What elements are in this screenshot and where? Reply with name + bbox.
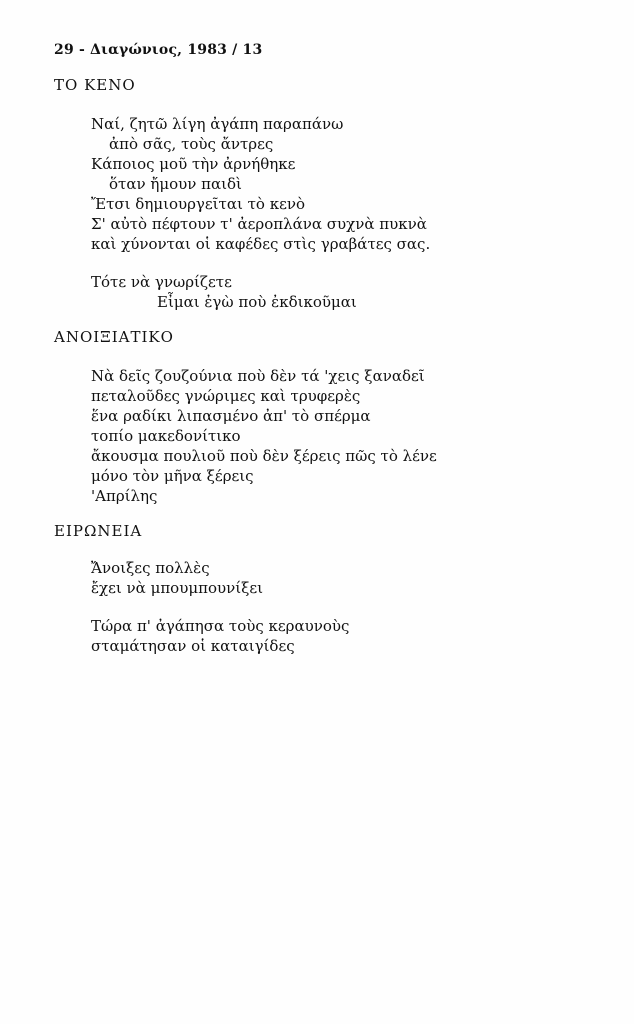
poem-line: καὶ χύνονται οἱ καφέδες στὶς γραβάτες σας. bbox=[91, 235, 431, 253]
poem-line: ἄκουσμα πουλιοῦ ποὺ δὲν ξέρεις πῶς τὸ λένε bbox=[91, 447, 437, 465]
poem-line: ὅταν ἤμουν παιδὶ bbox=[109, 175, 242, 193]
poem-line: Ἔτσι δημιουργεῖται τὸ κενὸ bbox=[91, 195, 306, 213]
poem-line: τοπίο μακεδονίτικο bbox=[91, 427, 241, 445]
poem-line: Εἶμαι ἐγὼ ποὺ ἐκδικοῦμαι bbox=[157, 293, 357, 311]
stanza-break bbox=[91, 598, 349, 616]
poem-line: ἀπὸ σᾶς, τοὺς ἄντρες bbox=[109, 135, 274, 153]
stanza-break bbox=[91, 254, 430, 272]
poem-line: Σ' αὐτὸ πέφτουν τ' ἀεροπλάνα συχνὰ πυκνὰ bbox=[91, 215, 427, 233]
poem-line: ἔχει νὰ μπουμπουνίξει bbox=[91, 579, 264, 597]
poem-line: Ναί, ζητῶ λίγη ἀγάπη παραπάνω bbox=[91, 115, 344, 133]
poem-line: μόνο τὸν μῆνα ξέρεις bbox=[91, 467, 254, 485]
poem-line: Ἄνοιξες πολλὲς bbox=[91, 559, 210, 577]
poem-title-to-keno: ΤΟ ΚΕΝΟ bbox=[54, 76, 136, 94]
poem-line: Τότε νὰ γνωρίζετε bbox=[91, 273, 232, 291]
poem-line: πεταλοῦδες γνώριμες καὶ τρυφερὲς bbox=[91, 387, 361, 405]
poem-line: Νὰ δεῖς ζουζούνια ποὺ δὲν τά 'χεις ξαναδεῖ bbox=[91, 367, 425, 385]
poem-line: Τώρα π' ἀγάπησα τοὺς κεραυνοὺς bbox=[91, 617, 350, 635]
poem-line: ἕνα ραδίκι λιπασμένο ἀπ' τὸ σπέρμα bbox=[91, 407, 371, 425]
poem-line: 'Απρίλης bbox=[91, 487, 158, 505]
page-header: 29 - Διαγώνιος, 1983 / 13 bbox=[54, 42, 263, 58]
poem-title-eironeia: ΕΙΡΩΝΕΙΑ bbox=[54, 522, 143, 540]
poem-line: σταμάτησαν οἱ καταιγίδες bbox=[91, 637, 295, 655]
poem-title-anoixiatiko: ΑΝΟΙΞΙΑΤΙΚΟ bbox=[54, 328, 174, 346]
poem-to-keno bbox=[91, 114, 430, 312]
poem-anoixiatiko bbox=[91, 366, 437, 506]
poem-eironeia bbox=[91, 558, 349, 656]
poem-line: Κάποιος μοῦ τὴν ἀρνήθηκε bbox=[91, 155, 296, 173]
